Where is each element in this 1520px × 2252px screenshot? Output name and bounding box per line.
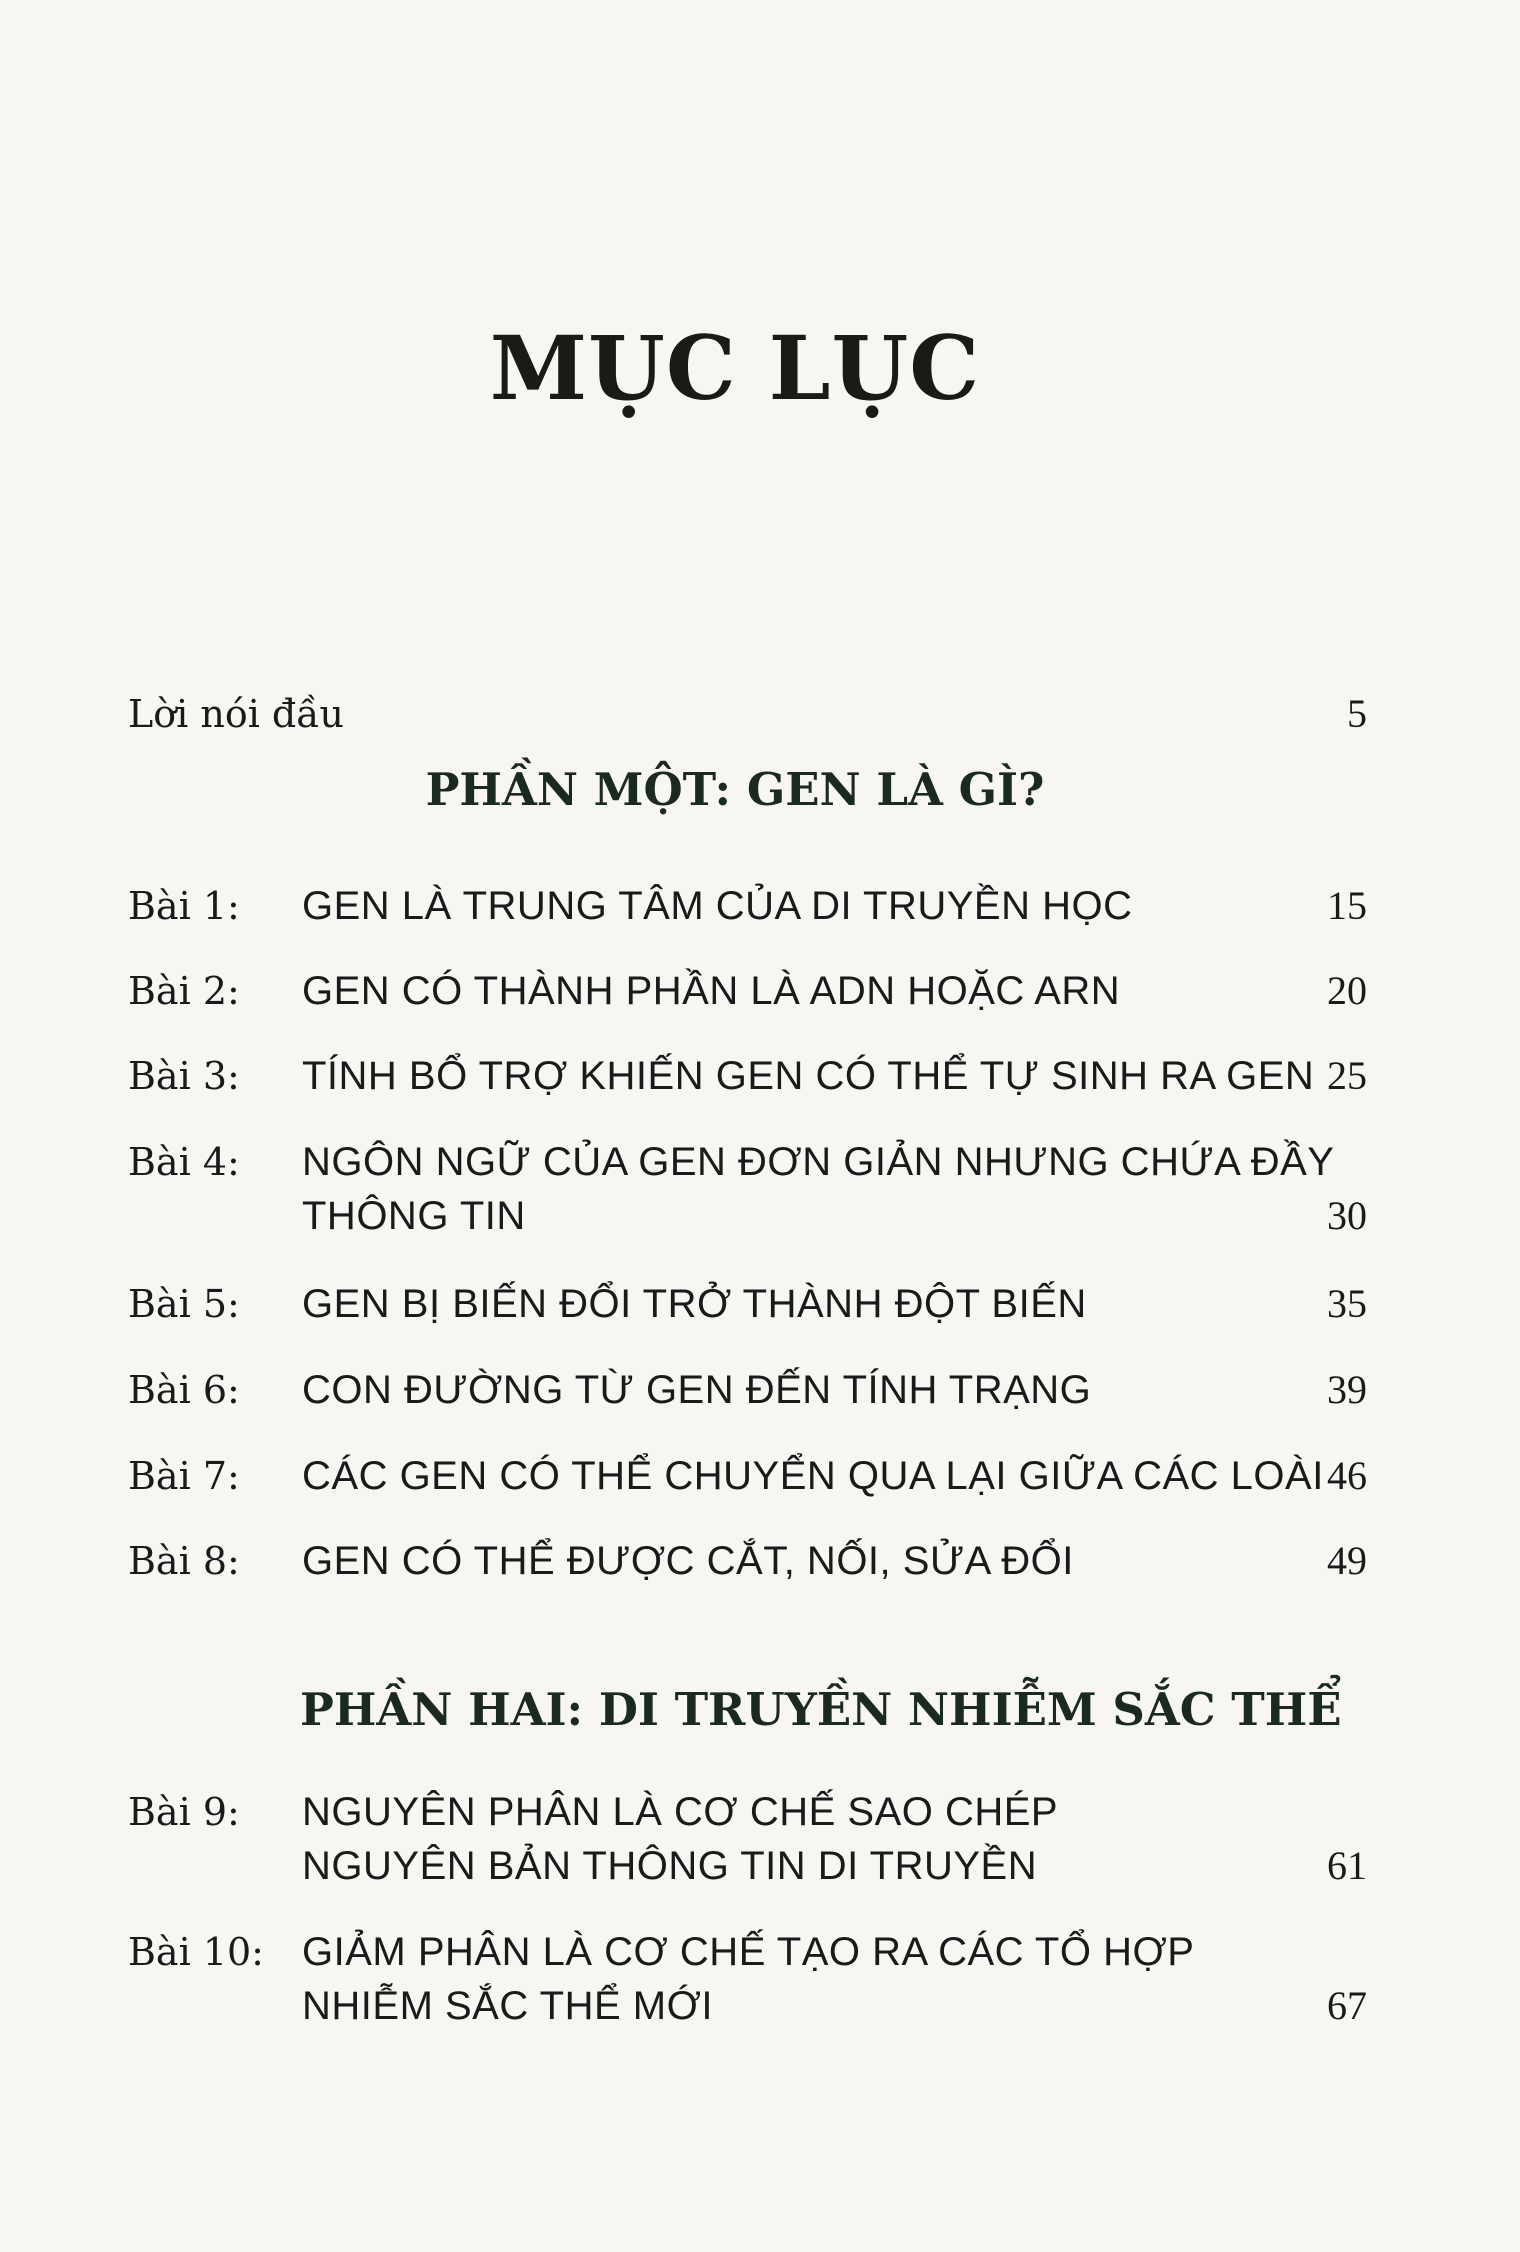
lesson-9-title-line2: NGUYÊN BẢN THÔNG TIN DI TRUYỀN <box>302 1844 1038 1888</box>
lesson-10-title-line2: NHIỄM SẮC THỂ MỚI <box>302 1984 713 2028</box>
lesson-10-title-line1: GIẢM PHÂN LÀ CƠ CHẾ TẠO RA CÁC TỔ HỢP <box>302 1930 1195 1974</box>
lesson-10-label: Bài 10: <box>128 1930 264 1974</box>
lesson-1-label: Bài 1: <box>128 884 240 928</box>
lesson-6-label: Bài 6: <box>128 1368 240 1412</box>
lesson-4-page: 30 <box>1327 1193 1367 1238</box>
lesson-7-title: CÁC GEN CÓ THỂ CHUYỂN QUA LẠI GIỮA CÁC LOÀI <box>302 1454 1324 1498</box>
part-two-heading: PHẦN HAI: DI TRUYỀN NHIỄM SẮC THỂ <box>300 1683 1342 1736</box>
lesson-9-page: 61 <box>1327 1843 1367 1888</box>
lesson-2-label: Bài 2: <box>128 969 240 1013</box>
lesson-4-title-line1: NGÔN NGỮ CỦA GEN ĐƠN GIẢN NHƯNG CHỨA ĐẦY <box>302 1140 1335 1184</box>
lesson-3-label: Bài 3: <box>128 1054 240 1098</box>
lesson-4-label: Bài 4: <box>128 1140 240 1184</box>
lesson-9-label: Bài 9: <box>128 1790 240 1834</box>
lesson-3-page: 25 <box>1327 1053 1367 1098</box>
lesson-7-label: Bài 7: <box>128 1454 240 1498</box>
page-title: MỤC LỤC <box>489 316 981 420</box>
lesson-6-title: CON ĐƯỜNG TỪ GEN ĐẾN TÍNH TRẠNG <box>302 1368 1092 1412</box>
lesson-6-page: 39 <box>1327 1367 1367 1412</box>
lesson-2-page: 20 <box>1327 968 1367 1013</box>
preface-label: Lời nói đầu <box>128 692 345 736</box>
lesson-1-title: GEN LÀ TRUNG TÂM CỦA DI TRUYỀN HỌC <box>302 884 1133 928</box>
lesson-9-title-line1: NGUYÊN PHÂN LÀ CƠ CHẾ SAO CHÉP <box>302 1790 1059 1834</box>
lesson-8-title: GEN CÓ THỂ ĐƯỢC CẮT, NỐI, SỬA ĐỔI <box>302 1539 1074 1583</box>
lesson-8-page: 49 <box>1327 1538 1367 1583</box>
lesson-8-label: Bài 8: <box>128 1539 240 1583</box>
lesson-3-title: TÍNH BỔ TRỢ KHIẾN GEN CÓ THỂ TỰ SINH RA GEN <box>302 1054 1315 1098</box>
part-one-heading: PHẦN MỘT: GEN LÀ GÌ? <box>425 763 1045 816</box>
lesson-1-page: 15 <box>1327 883 1367 928</box>
lesson-7-page: 46 <box>1327 1453 1367 1498</box>
lesson-10-page: 67 <box>1327 1983 1367 2028</box>
lesson-5-title: GEN BỊ BIẾN ĐỔI TRỞ THÀNH ĐỘT BIẾN <box>302 1282 1087 1326</box>
preface-page: 5 <box>1347 691 1367 736</box>
lesson-4-title-line2: THÔNG TIN <box>302 1194 526 1238</box>
lesson-5-page: 35 <box>1327 1281 1367 1326</box>
lesson-2-title: GEN CÓ THÀNH PHẦN LÀ ADN HOẶC ARN <box>302 969 1121 1013</box>
lesson-5-label: Bài 5: <box>128 1282 240 1326</box>
